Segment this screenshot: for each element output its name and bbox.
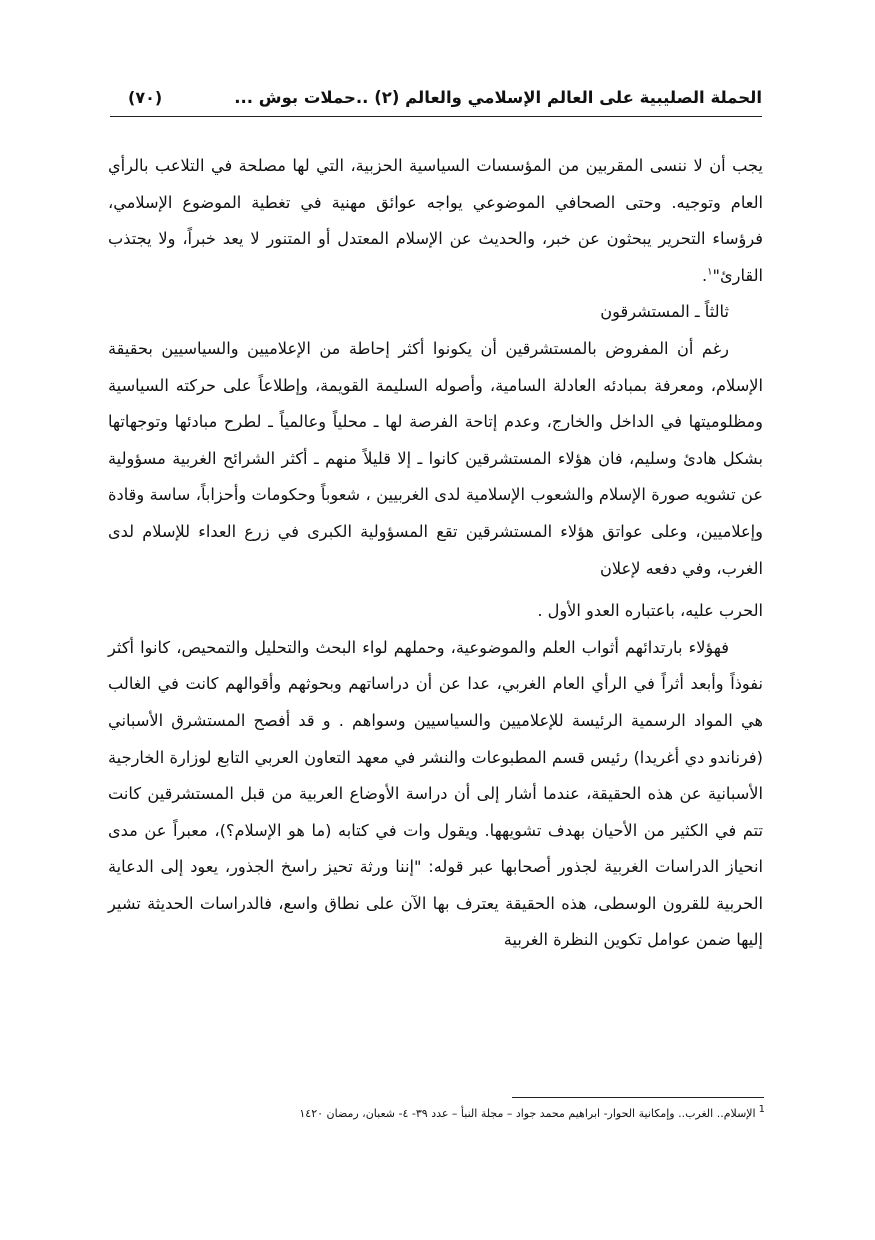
paragraph-1-end: . [701, 265, 708, 285]
footnote-text: الإسلام.. الغرب.. وإمكانية الحوار- ابراهيم محمد جواد – مجلة النبأ – عدد ٣٩- ٤- شعبان، رمضان ١٤٢٠ [299, 1107, 756, 1120]
footnote-divider [512, 1097, 764, 1098]
paragraph-2-end: الحرب عليه، باعتباره العدو الأول . [537, 601, 763, 621]
paragraph-2: رغم أن المفروض بالمستشرقين أن يكونوا أكثر إحاطة من الإعلاميين والسياسيين بحقيقة الإسلام، ومعرفة بمبادئه العادلة السامية، وأصوله السليمة القويمة، وإطلاعاً على حركته السياسية ومظلوميتها في الداخل والخارج، وعدم إتاحة الفرصة لها ـ محلياً وعالمياً ـ لطرح مبادئها وتوجهاتها بشكل هادئ وسليم، فان هؤلاء المستشرقين كانوا ـ إلا قليلاً منهم ـ أكثر الشرائح الغربية مسؤولية عن تشويه صورة الإسلام والشعوب الإسلامية لدى الغربيين ، شعوباً وحكومات وأحزاباً، ساسة وقادة وإعلاميين، وعلى عواتق هؤلاء المستشرقين تقع المسؤولية الكبرى في زرع العداء للإسلام لدى الغرب، وفي دفعه لإعلان [108, 338, 763, 578]
running-header [110, 88, 762, 114]
paragraph-1-text: يجب أن لا ننسى المقربين من المؤسسات السياسية الحزبية، التي لها مصلحة في التلاعب بالرأي العام وتوجيه. وحتى الصحافي الموضوعي يواجه عوائق مهنية في تغطية الموضوع الإسلامي، فرؤساء التحرير يبحثون عن خبر، والحديث عن الإسلام المعتدل أو المتنور لا يعد خبراً، ولا يجتذب القارئ" [108, 156, 763, 285]
footnote-number: 1 [758, 1104, 765, 1116]
footnote [105, 1105, 765, 1123]
main-text [108, 148, 763, 959]
footnote-reference[interactable]: ١ [707, 266, 713, 278]
header-title: الحملة الصليبية على العالم الإسلامي والعالم (٢) ..حملات بوش ... [234, 88, 762, 107]
header-divider [110, 116, 762, 117]
page-number: (٧٠) [128, 88, 163, 107]
section-heading: ثالثاً ـ المستشرقون [600, 302, 729, 322]
paragraph-1 [108, 148, 763, 294]
paragraph-3: فهؤلاء بارتدائهم أثواب العلم والموضوعية، وحملهم لواء البحث والتحليل والتمحيص، كانوا أكثر نفوذاً وأبعد أثراً في الرأي العام الغربي، عدا عن أن دراساتهم وبحوثهم وأقوالهم كانت في الغالب هي المواد الرسمية الرئيسة للإعلاميين والسياسيين وسواهم . و قد أفصح المستشرق الأسباني (فرناندو دي أغريدا) رئيس قسم المطبوعات والنشر في معهد التعاون العربي التابع لوزارة الخارجية الأسبانية عن هذه الحقيقة، عندما أشار إلى أن دراسة الأوضاع العربية من قبل المستشرقين كانت تتم في الكثير من الأحيان بهدف تشويهها. ويقول وات في كتابه (ما هو الإسلام؟)، معبراً عن مدى انحياز الدراسات الغربية لجذور أصحابها عبر قوله: "إننا ورثة تحيز راسخ الجذور، يعود إلى الدعاية الحربية للقرون الوسطى، هذه الحقيقة يعترف بها الآن على نطاق واسع، فالدراسات الحديثة تشير إليها ضمن عوامل تكوين النظرة الغربية [108, 637, 763, 950]
